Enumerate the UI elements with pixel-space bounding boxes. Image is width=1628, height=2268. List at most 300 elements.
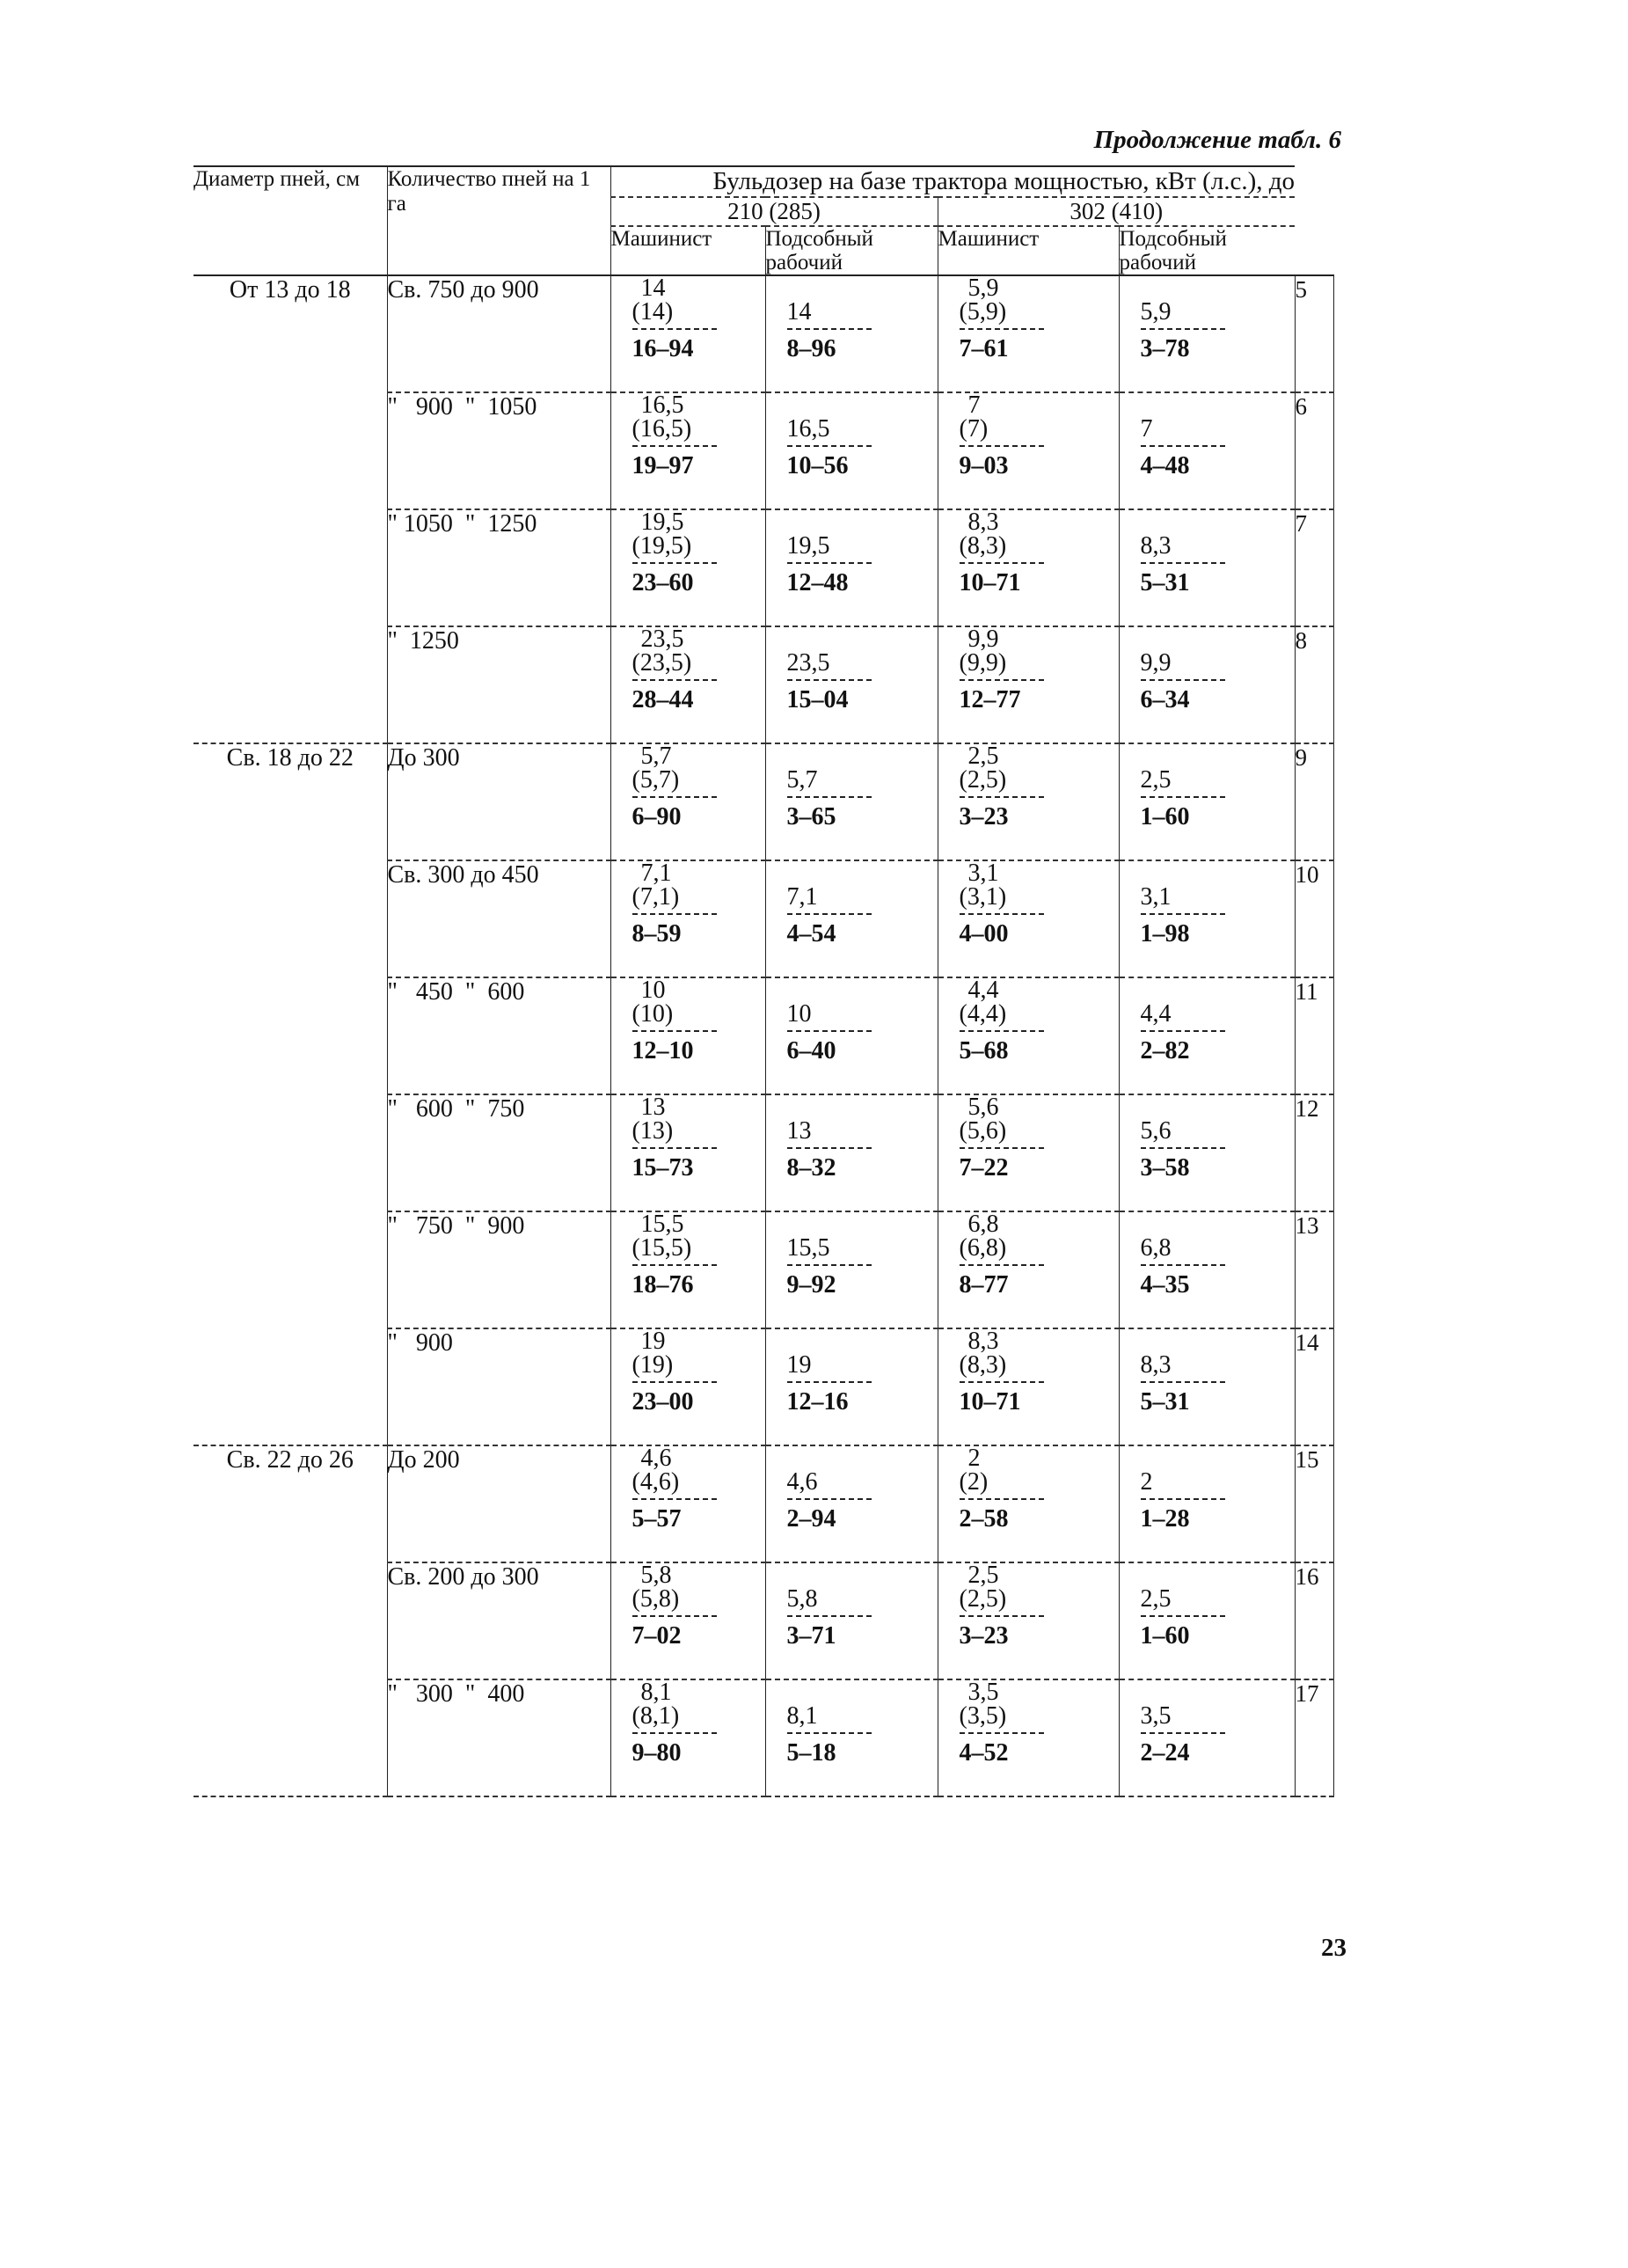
header-diameter: Диаметр пней, см — [193, 166, 387, 275]
fraction-bar — [632, 913, 717, 915]
fraction-bar — [960, 562, 1044, 564]
time-norm: 3,1 — [1140, 883, 1172, 911]
helper-norm — [765, 392, 938, 509]
time-norm: 23,5 — [786, 649, 830, 677]
price: 10–71 — [959, 1388, 1021, 1416]
norm-fraction — [632, 1095, 717, 1180]
time-norm: 9,9 — [1140, 649, 1172, 677]
norm-fraction — [1141, 627, 1225, 712]
fraction-bar — [960, 1030, 1044, 1032]
price: 5–68 — [959, 1037, 1009, 1064]
time-norm-bracketed: (19) — [631, 1351, 674, 1379]
stump-count: Св. 300 до 450 — [387, 860, 610, 977]
helper-norm — [765, 977, 938, 1094]
norm-fraction — [960, 1212, 1044, 1297]
fraction-bar — [787, 1030, 872, 1032]
price: 5–57 — [631, 1505, 682, 1533]
header-count: Количество пней на 1 га — [387, 166, 610, 275]
norm-fraction — [787, 393, 872, 478]
fraction-bar — [787, 562, 872, 564]
price: 15–73 — [631, 1154, 694, 1182]
helper-norm — [765, 1679, 938, 1796]
fraction-bar — [787, 796, 872, 798]
price: 3–58 — [1140, 1154, 1190, 1182]
machinist-norm — [610, 392, 765, 509]
spacer — [787, 1680, 872, 1704]
time-norm-bracketed: (8,3) — [959, 1351, 1007, 1379]
time-norm-bracketed: (19,5) — [631, 532, 692, 560]
fraction-bar — [632, 679, 717, 681]
fraction-bar — [1141, 1030, 1225, 1032]
fraction-bar — [960, 445, 1044, 447]
helper-norm — [1119, 1445, 1295, 1562]
stump-count: " 600 " 750 — [387, 1094, 610, 1211]
spacer — [787, 861, 872, 885]
time-norm: 14 — [640, 274, 666, 302]
price: 4–00 — [959, 920, 1009, 947]
stump-count: До 200 — [387, 1445, 610, 1562]
fraction-bar — [1141, 445, 1225, 447]
time-norm-bracketed: (14) — [631, 298, 674, 326]
price: 23–60 — [631, 569, 694, 596]
price: 1–60 — [1140, 1622, 1190, 1650]
stump-count: " 300 " 400 — [387, 1679, 610, 1796]
machinist-norm — [610, 1562, 765, 1679]
price: 6–40 — [786, 1037, 836, 1064]
row-number: 5 — [1295, 275, 1333, 392]
fraction-bar — [1141, 913, 1225, 915]
time-norm-bracketed: (9,9) — [959, 649, 1007, 677]
fraction-bar — [787, 328, 872, 330]
price: 1–28 — [1140, 1505, 1190, 1533]
price: 5–31 — [1140, 569, 1190, 596]
machinist-norm — [610, 977, 765, 1094]
fraction-bar — [787, 1264, 872, 1266]
norm-fraction — [960, 861, 1044, 946]
time-norm: 2,5 — [967, 743, 999, 770]
norm-fraction — [632, 1212, 717, 1297]
norm-fraction — [787, 510, 872, 595]
spacer — [787, 1329, 872, 1353]
fraction-bar — [632, 562, 717, 564]
fraction-bar — [632, 445, 717, 447]
price: 8–32 — [786, 1154, 836, 1182]
row-number: 6 — [1295, 392, 1333, 509]
norm-fraction — [960, 1680, 1044, 1765]
time-norm: 7,1 — [786, 883, 818, 911]
fraction-bar — [960, 328, 1044, 330]
price: 15–04 — [786, 686, 849, 713]
spacer — [1141, 1563, 1225, 1587]
price: 4–48 — [1140, 452, 1190, 479]
helper-norm — [765, 743, 938, 860]
time-norm: 5,6 — [967, 1094, 999, 1121]
time-norm-bracketed: (2,5) — [959, 766, 1007, 794]
norm-fraction — [632, 744, 717, 829]
norm-fraction — [1141, 1563, 1225, 1648]
price: 2–24 — [1140, 1739, 1190, 1767]
fraction-bar — [960, 913, 1044, 915]
norm-fraction — [1141, 1095, 1225, 1180]
norm-fraction — [1141, 1680, 1225, 1765]
spacer — [1141, 1680, 1225, 1704]
price: 3–23 — [959, 1622, 1009, 1650]
price: 9–80 — [631, 1739, 682, 1767]
price: 12–48 — [786, 569, 849, 596]
time-norm-bracketed: (3,1) — [959, 883, 1007, 911]
machinist-norm — [610, 626, 765, 743]
header-power-302: 302 (410) — [938, 197, 1295, 226]
time-norm: 4,4 — [1140, 1000, 1172, 1028]
time-norm-bracketed: (23,5) — [631, 649, 692, 677]
time-norm-bracketed: (7) — [959, 415, 989, 443]
price: 28–44 — [631, 686, 694, 713]
page-number: 23 — [1321, 1934, 1347, 1962]
header-helper-1: Подсобный рабочий — [765, 226, 938, 275]
stump-count: " 750 " 900 — [387, 1211, 610, 1328]
machinist-norm — [610, 1445, 765, 1562]
time-norm: 8,3 — [1140, 532, 1172, 560]
norm-fraction — [1141, 393, 1225, 478]
helper-norm — [765, 1094, 938, 1211]
norm-fraction — [1141, 861, 1225, 946]
fraction-bar — [1141, 679, 1225, 681]
time-norm-bracketed: (13) — [631, 1117, 674, 1145]
stump-count: Св. 750 до 900 — [387, 275, 610, 392]
price: 10–56 — [786, 452, 849, 479]
price: 7–02 — [631, 1622, 682, 1650]
time-norm: 5,6 — [1140, 1117, 1172, 1145]
fraction-bar — [632, 1147, 717, 1149]
time-norm: 19,5 — [786, 532, 830, 560]
time-norm-bracketed: (5,8) — [631, 1585, 680, 1613]
spacer — [1141, 978, 1225, 1002]
norm-fraction — [960, 627, 1044, 712]
norm-fraction — [960, 1446, 1044, 1531]
norm-fraction — [787, 1329, 872, 1414]
machinist-norm — [938, 977, 1119, 1094]
helper-norm — [1119, 743, 1295, 860]
group-diameter: От 13 до 18 — [193, 275, 387, 743]
time-norm: 7,1 — [640, 860, 672, 887]
time-norm: 8,3 — [967, 1328, 999, 1355]
norm-fraction — [632, 861, 717, 946]
time-norm: 10 — [786, 1000, 812, 1028]
fraction-bar — [787, 913, 872, 915]
norm-fraction — [960, 276, 1044, 361]
helper-norm — [1119, 1211, 1295, 1328]
price: 6–90 — [631, 803, 682, 830]
fraction-bar — [632, 1732, 717, 1734]
row-number: 17 — [1295, 1679, 1333, 1796]
time-norm-bracketed: (4,4) — [959, 1000, 1007, 1028]
time-norm-bracketed: (2) — [959, 1468, 989, 1496]
machinist-norm — [938, 1445, 1119, 1562]
helper-norm — [1119, 275, 1295, 392]
norm-fraction — [960, 510, 1044, 595]
norms-table — [193, 165, 1334, 1797]
time-norm: 5,7 — [640, 743, 672, 770]
price: 10–71 — [959, 569, 1021, 596]
norm-fraction — [787, 276, 872, 361]
time-norm-bracketed: (8,3) — [959, 532, 1007, 560]
price: 8–96 — [786, 335, 836, 362]
time-norm: 2,5 — [1140, 766, 1172, 794]
helper-norm — [1119, 1094, 1295, 1211]
row-number: 13 — [1295, 1211, 1333, 1328]
time-norm: 9,9 — [967, 626, 999, 653]
spacer — [787, 1563, 872, 1587]
machinist-norm — [938, 392, 1119, 509]
spacer — [1141, 861, 1225, 885]
time-norm: 19 — [786, 1351, 812, 1379]
norm-fraction — [787, 1680, 872, 1765]
time-norm: 19 — [640, 1328, 666, 1355]
time-norm-bracketed: (7,1) — [631, 883, 680, 911]
row-number: 15 — [1295, 1445, 1333, 1562]
helper-norm — [765, 860, 938, 977]
time-norm: 7 — [967, 391, 981, 419]
fraction-bar — [960, 1732, 1044, 1734]
row-number: 16 — [1295, 1562, 1333, 1679]
fraction-bar — [787, 1615, 872, 1617]
fraction-bar — [1141, 1615, 1225, 1617]
row-number: 9 — [1295, 743, 1333, 860]
machinist-norm — [938, 1328, 1119, 1445]
fraction-bar — [632, 1030, 717, 1032]
time-norm: 15,5 — [640, 1211, 684, 1238]
norm-fraction — [787, 1095, 872, 1180]
machinist-norm — [610, 509, 765, 626]
spacer — [1141, 510, 1225, 534]
helper-norm — [765, 1328, 938, 1445]
price: 1–60 — [1140, 803, 1190, 830]
time-norm: 14 — [786, 298, 812, 326]
group-diameter: Св. 18 до 22 — [193, 743, 387, 1445]
machinist-norm — [938, 275, 1119, 392]
helper-norm — [1119, 1328, 1295, 1445]
time-norm: 19,5 — [640, 508, 684, 536]
spacer — [1141, 627, 1225, 651]
price: 3–78 — [1140, 335, 1190, 362]
machinist-norm — [610, 1211, 765, 1328]
time-norm: 8,3 — [967, 508, 999, 536]
time-norm: 15,5 — [786, 1234, 830, 1262]
header-power-210: 210 (285) — [610, 197, 938, 226]
fraction-bar — [1141, 1732, 1225, 1734]
price: 2–58 — [959, 1505, 1009, 1533]
time-norm: 16,5 — [786, 415, 830, 443]
row-number: 10 — [1295, 860, 1333, 977]
fraction-bar — [632, 796, 717, 798]
fraction-bar — [1141, 562, 1225, 564]
fraction-bar — [1141, 328, 1225, 330]
norm-fraction — [960, 1563, 1044, 1648]
header-helper-2: Подсобный рабочий — [1119, 226, 1295, 275]
fraction-bar — [960, 1264, 1044, 1266]
machinist-norm — [938, 1679, 1119, 1796]
time-norm-bracketed: (4,6) — [631, 1468, 680, 1496]
table-row — [193, 743, 1333, 860]
fraction-bar — [787, 1381, 872, 1383]
machinist-norm — [938, 509, 1119, 626]
time-norm-bracketed: (6,8) — [959, 1234, 1007, 1262]
time-norm: 2 — [1140, 1468, 1153, 1496]
price: 5–18 — [786, 1739, 836, 1767]
price: 5–31 — [1140, 1388, 1190, 1416]
norm-fraction — [1141, 510, 1225, 595]
group-diameter: Св. 22 до 26 — [193, 1445, 387, 1796]
machinist-norm — [938, 743, 1119, 860]
time-norm: 2 — [967, 1445, 981, 1472]
price: 3–71 — [786, 1622, 836, 1650]
row-number: 7 — [1295, 509, 1333, 626]
norm-fraction — [787, 627, 872, 712]
price: 3–65 — [786, 803, 836, 830]
fraction-bar — [1141, 1264, 1225, 1266]
norm-fraction — [1141, 1329, 1225, 1414]
header-machinist-2: Машинист — [938, 226, 1119, 275]
time-norm: 13 — [640, 1094, 666, 1121]
norm-fraction — [632, 978, 717, 1063]
time-norm-bracketed: (8,1) — [631, 1702, 680, 1730]
price: 2–94 — [786, 1505, 836, 1533]
time-norm-bracketed: (3,5) — [959, 1702, 1007, 1730]
time-norm: 4,6 — [640, 1445, 672, 1472]
fraction-bar — [787, 1732, 872, 1734]
norm-fraction — [960, 1329, 1044, 1414]
norm-fraction — [632, 1680, 717, 1765]
time-norm: 6,8 — [1140, 1234, 1172, 1262]
spacer — [1141, 1095, 1225, 1119]
fraction-bar — [787, 1498, 872, 1500]
spacer — [787, 978, 872, 1002]
price: 19–97 — [631, 452, 694, 479]
time-norm: 2,5 — [967, 1562, 999, 1589]
fraction-bar — [632, 1615, 717, 1617]
helper-norm — [765, 275, 938, 392]
row-number: 8 — [1295, 626, 1333, 743]
stump-count: До 300 — [387, 743, 610, 860]
price: 8–59 — [631, 920, 682, 947]
fraction-bar — [1141, 796, 1225, 798]
spacer — [787, 1095, 872, 1119]
time-norm: 2,5 — [1140, 1585, 1172, 1613]
price: 6–34 — [1140, 686, 1190, 713]
helper-norm — [765, 1211, 938, 1328]
time-norm: 8,1 — [786, 1702, 818, 1730]
fraction-bar — [632, 1381, 717, 1383]
price: 7–61 — [959, 335, 1009, 362]
time-norm: 4,6 — [786, 1468, 818, 1496]
stump-count: " 1250 — [387, 626, 610, 743]
spacer — [1141, 1446, 1225, 1470]
time-norm-bracketed: (5,6) — [959, 1117, 1007, 1145]
time-norm: 23,5 — [640, 626, 684, 653]
norm-fraction — [632, 1446, 717, 1531]
spacer — [1141, 744, 1225, 768]
norm-fraction — [1141, 978, 1225, 1063]
time-norm-bracketed: (16,5) — [631, 415, 692, 443]
machinist-norm — [938, 1094, 1119, 1211]
header-machinist-1: Машинист — [610, 226, 765, 275]
machinist-norm — [938, 1211, 1119, 1328]
spacer — [1141, 1329, 1225, 1353]
helper-norm — [765, 1562, 938, 1679]
stump-count: " 900 " 1050 — [387, 392, 610, 509]
row-number: 12 — [1295, 1094, 1333, 1211]
table-body — [193, 275, 1333, 1796]
time-norm: 10 — [640, 977, 666, 1004]
spacer — [1141, 276, 1225, 300]
spacer — [787, 1212, 872, 1236]
time-norm: 6,8 — [967, 1211, 999, 1238]
time-norm: 16,5 — [640, 391, 684, 419]
machinist-norm — [938, 860, 1119, 977]
norm-fraction — [1141, 744, 1225, 829]
fraction-bar — [960, 1615, 1044, 1617]
fraction-bar — [960, 1381, 1044, 1383]
norm-fraction — [787, 1212, 872, 1297]
spacer — [787, 744, 872, 768]
machinist-norm — [610, 860, 765, 977]
table-caption: Продолжение табл. 6 — [1093, 126, 1341, 154]
fraction-bar — [960, 1147, 1044, 1149]
price: 4–54 — [786, 920, 836, 947]
norm-fraction — [632, 276, 717, 361]
helper-norm — [765, 626, 938, 743]
spacer — [787, 1446, 872, 1470]
spacer — [787, 510, 872, 534]
fraction-bar — [787, 679, 872, 681]
fraction-bar — [1141, 1381, 1225, 1383]
time-norm: 8,1 — [640, 1679, 672, 1706]
norm-fraction — [960, 393, 1044, 478]
price: 9–92 — [786, 1271, 836, 1299]
norm-fraction — [960, 1095, 1044, 1180]
header-bulldozer: Бульдозер на базе трактора мощностью, кВт (л.с.), до — [610, 166, 1295, 197]
machinist-norm — [610, 1094, 765, 1211]
machinist-norm — [610, 743, 765, 860]
fraction-bar — [1141, 1147, 1225, 1149]
stump-count: Св. 200 до 300 — [387, 1562, 610, 1679]
time-norm-bracketed: (2,5) — [959, 1585, 1007, 1613]
price: 2–82 — [1140, 1037, 1190, 1064]
norm-fraction — [632, 1563, 717, 1648]
machinist-norm — [610, 1679, 765, 1796]
norm-fraction — [960, 978, 1044, 1063]
norm-fraction — [1141, 1446, 1225, 1531]
price: 12–16 — [786, 1388, 849, 1416]
norm-fraction — [1141, 1212, 1225, 1297]
time-norm-bracketed: (5,7) — [631, 766, 680, 794]
price: 4–52 — [959, 1739, 1009, 1767]
time-norm: 5,9 — [967, 274, 999, 302]
helper-norm — [1119, 860, 1295, 977]
time-norm: 3,1 — [967, 860, 999, 887]
norm-fraction — [632, 1329, 717, 1414]
norm-fraction — [787, 978, 872, 1063]
time-norm: 4,4 — [967, 977, 999, 1004]
time-norm: 7 — [1140, 415, 1153, 443]
time-norm-bracketed: (10) — [631, 1000, 674, 1028]
helper-norm — [765, 1445, 938, 1562]
machinist-norm — [610, 275, 765, 392]
price: 9–03 — [959, 452, 1009, 479]
time-norm: 3,5 — [967, 1679, 999, 1706]
fraction-bar — [632, 328, 717, 330]
helper-norm — [1119, 509, 1295, 626]
